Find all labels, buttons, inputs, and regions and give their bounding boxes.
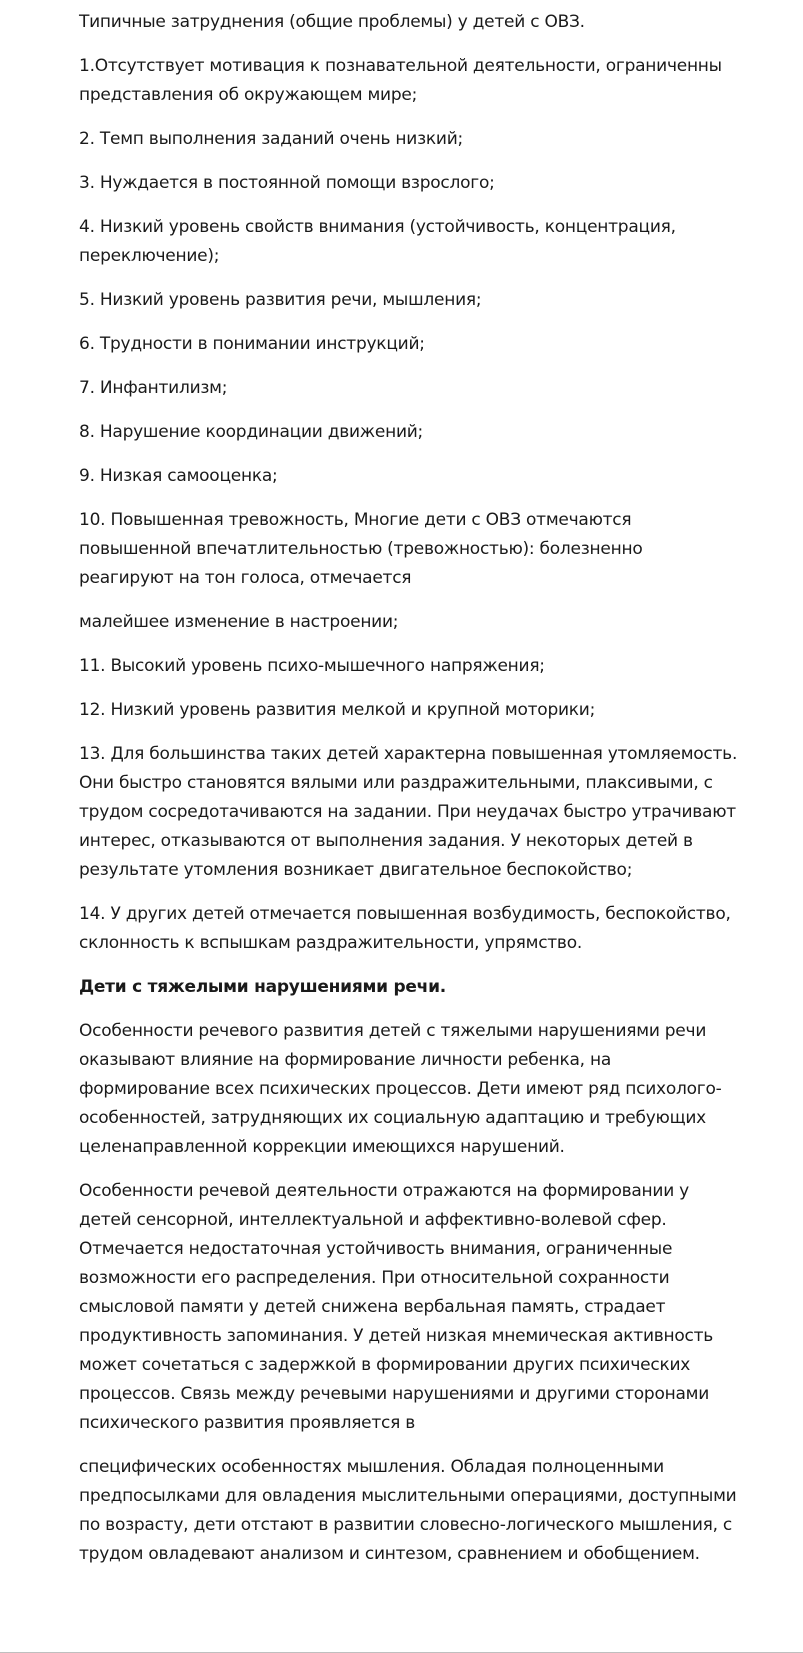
list-item-10: 10. Повышенная тревожность, Многие дети с ОВЗ отмечаются повышенной впечатлительностью (тревожностью): болезненно реагируют на тон голоса, отмечается — [79, 510, 643, 588]
document-body — [79, 8, 739, 1584]
list-item-6: 6. Трудности в понимании инструкций; — [79, 334, 425, 354]
body-paragraph-3: специфических особенностях мышления. Обладая полноценными предпосылками для овладения мыслительными операциями, доступными по возрасту, дети отстают в развитии словесно-логического мышления, с трудом овладевают анализом и синтезом, сравнением и обобщением. — [79, 1457, 737, 1564]
list-item-4: 4. Низкий уровень свойств внимания (устойчивость, концентрация, переключение); — [79, 217, 676, 266]
list-item-2: 2. Темп выполнения заданий очень низкий; — [79, 129, 463, 149]
list-item-11: 11. Высокий уровень психо-мышечного напряжения; — [79, 656, 545, 676]
body-paragraph-2: Особенности речевой деятельности отражаются на формировании у детей сенсорной, интеллектуальной и аффективно-волевой сфер. Отмечается недостаточная устойчивость внимания, ограниченные возможности его распределения. При относительной сохранности смысловой памяти у детей снижена вербальная память, страдает продуктивность запоминания. У детей низкая мнемическая активность может сочетаться с задержкой в формировании других психических процессов. Связь между речевыми нарушениями и другими сторонами психического развития проявляется в — [79, 1181, 714, 1433]
list-item-8: 8. Нарушение координации движений; — [79, 422, 424, 442]
list-item-5: 5. Низкий уровень развития речи, мышления; — [79, 290, 482, 310]
subsection-heading: Дети с тяжелыми нарушениями речи. — [79, 977, 446, 997]
list-item-9: 9. Низкая самооценка; — [79, 466, 278, 486]
list-item-14: 14. У других детей отмечается повышенная возбудимость, беспокойство, склонность к вспышкам раздражительности, упрямство. — [79, 904, 731, 953]
list-item-12: 12. Низкий уровень развития мелкой и крупной моторики; — [79, 700, 596, 720]
list-item-13: 13. Для большинства таких детей характерна повышенная утомляемость. Они быстро становятся вялыми или раздражительными, плаксивыми, с трудом сосредотачиваются на задании. При неудачах быстро утрачивают интерес, отказываются от выполнения задания. У некоторых детей в результате утомления возникает двигательное беспокойство; — [79, 744, 738, 880]
section-heading: Типичные затруднения (общие проблемы) у детей с ОВЗ. — [79, 12, 585, 32]
list-item-10-continuation: малейшее изменение в настроении; — [79, 612, 399, 632]
list-item-7: 7. Инфантилизм; — [79, 378, 228, 398]
body-paragraph-1: Особенности речевого развития детей с тяжелыми нарушениями речи оказывают влияние на формирование личности ребенка, на формирование всех психических процессов. Дети имеют ряд психолого-особенностей, затрудняющих их социальную адаптацию и требующих целенаправленной коррекции имеющихся нарушений. — [79, 1021, 722, 1157]
list-item-3: 3. Нуждается в постоянной помощи взрослого; — [79, 173, 495, 193]
list-item-1: 1.Отсутствует мотивация к познавательной деятельности, ограниченны представления об окружающем мире; — [79, 56, 722, 105]
